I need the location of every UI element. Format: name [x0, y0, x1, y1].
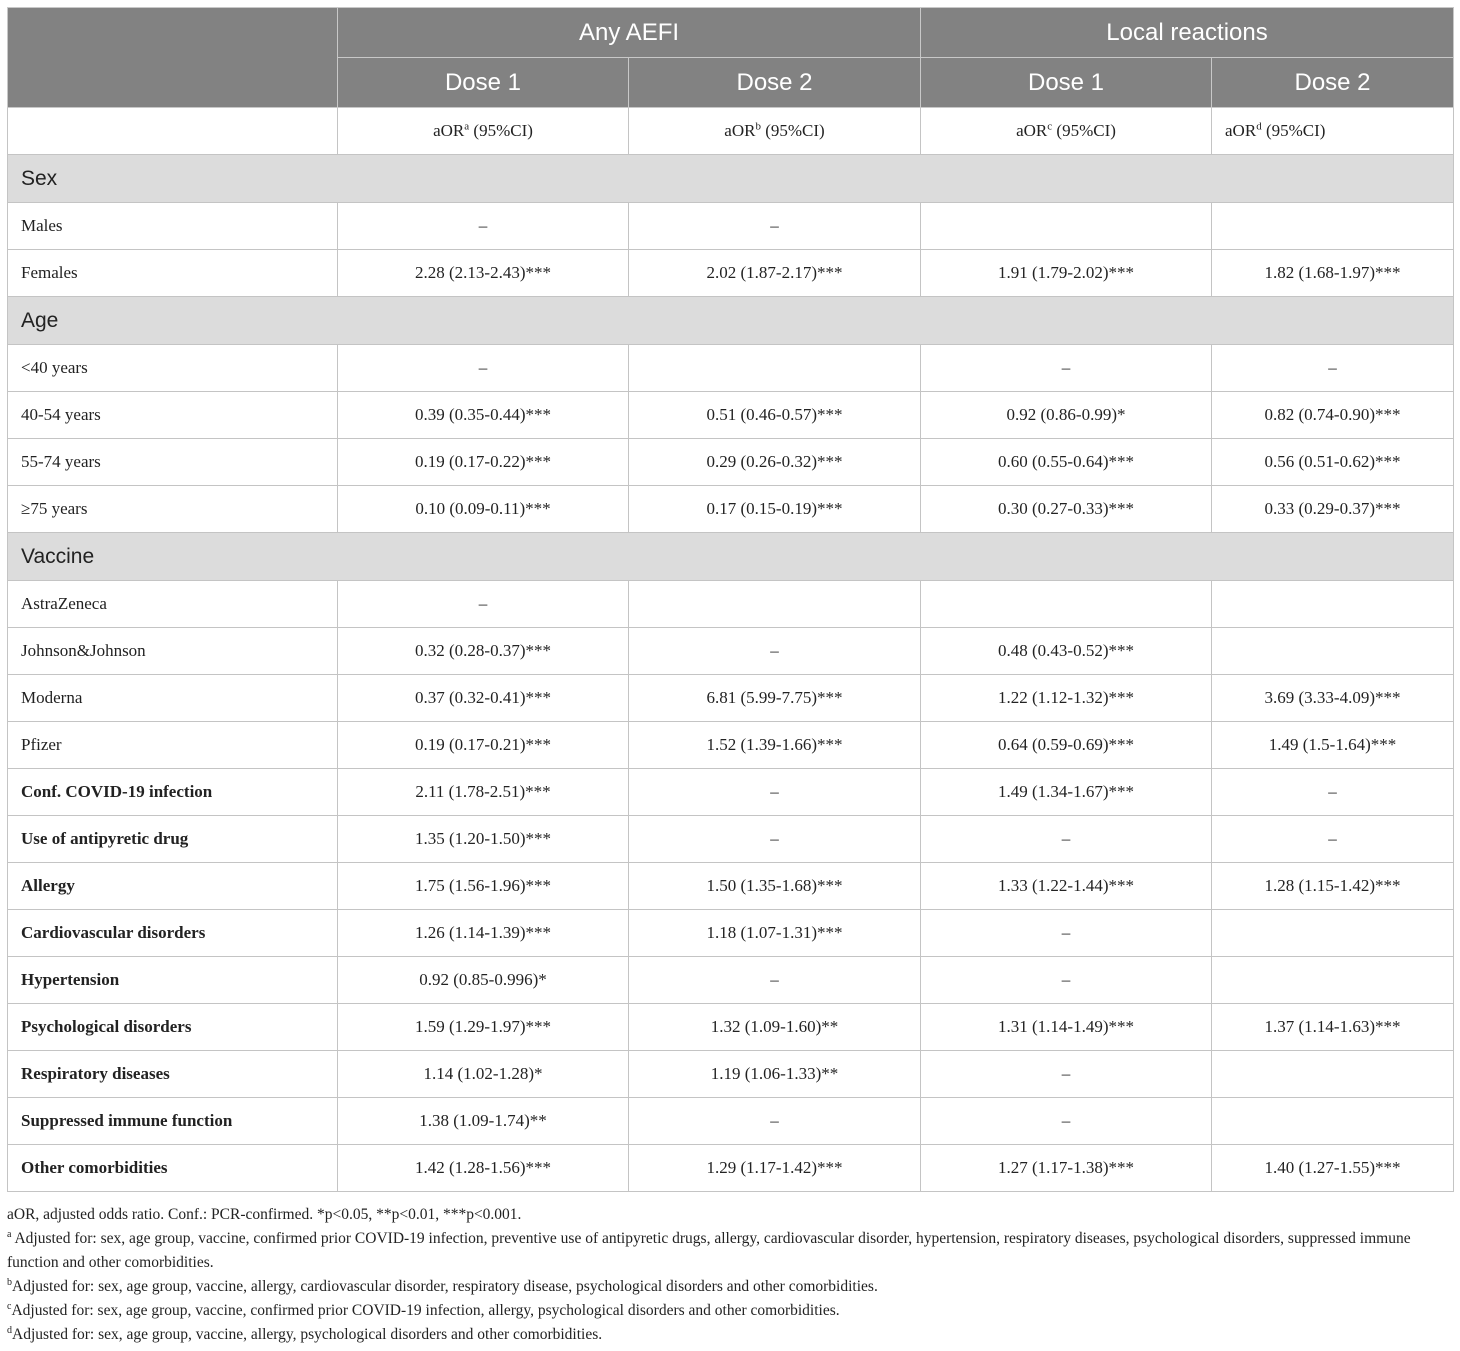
row-label: Johnson&Johnson — [8, 628, 338, 675]
value-cell: 0.92 (0.86-0.99)* — [921, 392, 1212, 439]
value-cell: 1.82 (1.68-1.97)*** — [1212, 250, 1454, 297]
table-row — [8, 957, 1454, 1004]
value-cell — [629, 581, 921, 628]
value-cell — [1212, 1051, 1454, 1098]
value-cell: 0.30 (0.27-0.33)*** — [921, 486, 1212, 533]
section-label: Sex — [8, 155, 1454, 203]
value-cell — [629, 345, 921, 392]
subheader-aor-b: aOR$^b$ (95%CI) — [629, 108, 921, 155]
table-row — [8, 439, 1454, 486]
value-cell: 1.75 (1.56-1.96)*** — [338, 863, 629, 910]
footnote-b: $^b$Adjusted for: sex, age group, vaccine, allergy, cardiovascular disorder, respiratory disease, psychological disorders and other comorbidities. — [7, 1276, 878, 1295]
value-cell: 1.28 (1.15-1.42)*** — [1212, 863, 1454, 910]
value-cell: 0.92 (0.85-0.996)* — [338, 957, 629, 1004]
value-cell: 0.32 (0.28-0.37)*** — [338, 628, 629, 675]
value-cell: 1.31 (1.14-1.49)*** — [921, 1004, 1212, 1051]
table-row — [8, 486, 1454, 533]
value-cell: – — [921, 957, 1212, 1004]
value-cell: – — [338, 345, 629, 392]
row-label: Cardiovascular disorders — [8, 910, 338, 957]
value-cell: 6.81 (5.99-7.75)*** — [629, 675, 921, 722]
table-row — [8, 203, 1454, 250]
section-label: Vaccine — [8, 533, 1454, 581]
row-label: Pfizer — [8, 722, 338, 769]
table-row — [8, 1145, 1454, 1192]
value-cell: 1.35 (1.20-1.50)*** — [338, 816, 629, 863]
table-row — [8, 910, 1454, 957]
value-cell: 1.49 (1.34-1.67)*** — [921, 769, 1212, 816]
row-label: Females — [8, 250, 338, 297]
value-cell: – — [921, 910, 1212, 957]
footnote-d: $^d$Adjusted for: sex, age group, vaccine, allergy, psychological disorders and other comorbidities. — [7, 1324, 603, 1343]
subheader-aor-c: aOR$^c$ (95%CI) — [921, 108, 1212, 155]
value-cell: 0.56 (0.51-0.62)*** — [1212, 439, 1454, 486]
value-cell — [1212, 628, 1454, 675]
row-label: 40-54 years — [8, 392, 338, 439]
row-label: Respiratory diseases — [8, 1051, 338, 1098]
footnote-c: $^c$Adjusted for: sex, age group, vaccine, confirmed prior COVID-19 infection, allergy, psychological disorders and other comorbidities. — [7, 1300, 840, 1319]
section-row-sex — [8, 155, 1454, 203]
value-cell: 1.19 (1.06-1.33)** — [629, 1051, 921, 1098]
table-row — [8, 1098, 1454, 1145]
value-cell: 1.32 (1.09-1.60)** — [629, 1004, 921, 1051]
value-cell: – — [1212, 816, 1454, 863]
header-aefi-dose1: Dose 1 — [338, 58, 629, 108]
header-aefi-dose2: Dose 2 — [629, 58, 921, 108]
table-row — [8, 769, 1454, 816]
table-row — [8, 722, 1454, 769]
row-label: 55-74 years — [8, 439, 338, 486]
table-row — [8, 675, 1454, 722]
header-any-aefi: Any AEFI — [338, 8, 921, 58]
table-row — [8, 863, 1454, 910]
value-cell: – — [921, 345, 1212, 392]
value-cell: 0.19 (0.17-0.21)*** — [338, 722, 629, 769]
value-cell: 1.14 (1.02-1.28)* — [338, 1051, 629, 1098]
value-cell: 3.69 (3.33-4.09)*** — [1212, 675, 1454, 722]
value-cell: 0.17 (0.15-0.19)*** — [629, 486, 921, 533]
value-cell: – — [921, 1051, 1212, 1098]
value-cell: 0.51 (0.46-0.57)*** — [629, 392, 921, 439]
value-cell: 1.18 (1.07-1.31)*** — [629, 910, 921, 957]
results-table-container — [7, 7, 1453, 1192]
value-cell: 1.52 (1.39-1.66)*** — [629, 722, 921, 769]
value-cell: – — [338, 581, 629, 628]
row-label: Psychological disorders — [8, 1004, 338, 1051]
value-cell — [1212, 1098, 1454, 1145]
footnote-abbreviations: aOR, adjusted odds ratio. Conf.: PCR-confirmed. *p<0.05, **p<0.01, ***p<0.001. — [7, 1206, 522, 1223]
table-row — [8, 581, 1454, 628]
value-cell: 0.39 (0.35-0.44)*** — [338, 392, 629, 439]
header-local-dose2: Dose 2 — [1212, 58, 1454, 108]
value-cell: 2.11 (1.78-2.51)*** — [338, 769, 629, 816]
section-row-age — [8, 297, 1454, 345]
table-row — [8, 345, 1454, 392]
value-cell — [1212, 581, 1454, 628]
value-cell: 0.33 (0.29-0.37)*** — [1212, 486, 1454, 533]
value-cell: 1.29 (1.17-1.42)*** — [629, 1145, 921, 1192]
value-cell: – — [1212, 769, 1454, 816]
section-label: Age — [8, 297, 1454, 345]
value-cell: – — [921, 816, 1212, 863]
value-cell: 0.10 (0.09-0.11)*** — [338, 486, 629, 533]
value-cell — [921, 581, 1212, 628]
value-cell: 1.38 (1.09-1.74)** — [338, 1098, 629, 1145]
value-cell: 2.28 (2.13-2.43)*** — [338, 250, 629, 297]
table-footnotes — [7, 1203, 1453, 1347]
row-label: Males — [8, 203, 338, 250]
value-cell: – — [629, 816, 921, 863]
section-row-vaccine — [8, 533, 1454, 581]
value-cell: 0.48 (0.43-0.52)*** — [921, 628, 1212, 675]
table-row — [8, 392, 1454, 439]
value-cell: 1.50 (1.35-1.68)*** — [629, 863, 921, 910]
table-row — [8, 1004, 1454, 1051]
value-cell: – — [1212, 345, 1454, 392]
value-cell: 1.37 (1.14-1.63)*** — [1212, 1004, 1454, 1051]
value-cell: – — [629, 957, 921, 1004]
value-cell: – — [338, 203, 629, 250]
value-cell: 1.33 (1.22-1.44)*** — [921, 863, 1212, 910]
subheader-empty — [8, 108, 338, 155]
value-cell: 1.26 (1.14-1.39)*** — [338, 910, 629, 957]
value-cell — [1212, 910, 1454, 957]
row-label: Hypertension — [8, 957, 338, 1004]
value-cell: 0.37 (0.32-0.41)*** — [338, 675, 629, 722]
header-local-dose1: Dose 1 — [921, 58, 1212, 108]
value-cell — [1212, 957, 1454, 1004]
value-cell — [921, 203, 1212, 250]
row-label: ≥75 years — [8, 486, 338, 533]
header-local-reactions: Local reactions — [921, 8, 1454, 58]
value-cell: 2.02 (1.87-2.17)*** — [629, 250, 921, 297]
value-cell: – — [629, 1098, 921, 1145]
row-label: Allergy — [8, 863, 338, 910]
row-label: Suppressed immune function — [8, 1098, 338, 1145]
value-cell: 0.60 (0.55-0.64)*** — [921, 439, 1212, 486]
value-cell: 1.91 (1.79-2.02)*** — [921, 250, 1212, 297]
row-label: Moderna — [8, 675, 338, 722]
value-cell: – — [629, 628, 921, 675]
table-row — [8, 250, 1454, 297]
value-cell: 0.19 (0.17-0.22)*** — [338, 439, 629, 486]
value-cell: 1.59 (1.29-1.97)*** — [338, 1004, 629, 1051]
row-label: Other comorbidities — [8, 1145, 338, 1192]
subheader-row — [8, 108, 1454, 155]
subheader-aor-a: aOR$^a$ (95%CI) — [338, 108, 629, 155]
subheader-aor-d: aOR$^d$ (95%CI) — [1212, 108, 1454, 155]
value-cell: 0.82 (0.74-0.90)*** — [1212, 392, 1454, 439]
footnote-a: $^a$ Adjusted for: sex, age group, vaccine, confirmed prior COVID-19 infection, preventive use of antipyretic drugs, allergy, cardiovascular disorder, hypertension, respiratory diseases, psychological disorders, suppressed immune function and other comorbidities. — [7, 1228, 1411, 1271]
value-cell: 1.22 (1.12-1.32)*** — [921, 675, 1212, 722]
row-label: Conf. COVID-19 infection — [8, 769, 338, 816]
row-label: <40 years — [8, 345, 338, 392]
value-cell — [1212, 203, 1454, 250]
value-cell: 0.64 (0.59-0.69)*** — [921, 722, 1212, 769]
value-cell: 1.40 (1.27-1.55)*** — [1212, 1145, 1454, 1192]
results-table — [7, 7, 1454, 1192]
header-row-groups — [8, 8, 1454, 58]
value-cell: 1.49 (1.5-1.64)*** — [1212, 722, 1454, 769]
value-cell: – — [629, 769, 921, 816]
value-cell: 1.27 (1.17-1.38)*** — [921, 1145, 1212, 1192]
table-row — [8, 628, 1454, 675]
value-cell: – — [629, 203, 921, 250]
value-cell: 1.42 (1.28-1.56)*** — [338, 1145, 629, 1192]
row-label: AstraZeneca — [8, 581, 338, 628]
value-cell: – — [921, 1098, 1212, 1145]
value-cell: 0.29 (0.26-0.32)*** — [629, 439, 921, 486]
table-row — [8, 816, 1454, 863]
row-label: Use of antipyretic drug — [8, 816, 338, 863]
table-row — [8, 1051, 1454, 1098]
header-empty-cell — [8, 8, 338, 108]
